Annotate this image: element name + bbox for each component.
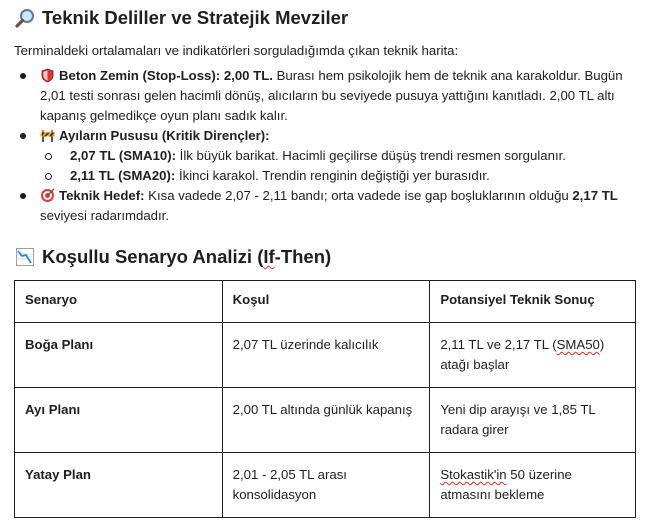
- chart-decreasing-icon: [14, 246, 36, 268]
- resistance-label: Ayıların Pususu (Kritik Dirençler):: [59, 128, 270, 143]
- support-text: Burası hem psikolojik hem de teknik ana karakoldur. Bugün 2,01 testi sonrası gelen hacimli dönüş, alıcıların bu seviyede pusuya yattığını kanıtladı. 2,00 TL altı kapanış gelmedikçe oyun planı sadık kalır.: [40, 68, 623, 123]
- evidence-list: [14, 66, 640, 226]
- intro-text: Terminaldeki ortalamaları ve indikatörleri sorguladığımda çıkan teknik harita:: [14, 43, 459, 58]
- scenario-cell: Boğa Planı: [15, 323, 223, 388]
- sma20-label: 2,11 TL (SMA20):: [70, 168, 176, 183]
- list-item-support: [14, 66, 640, 126]
- result-text: 2,11 TL ve 2,17 TL (: [440, 337, 557, 352]
- result-squig: Stokastik'in: [440, 467, 507, 482]
- target-text-end: seviyesi radarımdadır.: [40, 208, 169, 223]
- result-cell: [430, 388, 636, 453]
- barrier-icon: [40, 128, 55, 143]
- table-header-row: [15, 281, 636, 323]
- section-title: Teknik Deliller ve Stratejik Mevziler: [42, 7, 349, 28]
- section-heading-technical: [14, 6, 348, 30]
- sma20-text: İkinci karakol. Trendin renginin değiştiği yer burasıdır.: [175, 168, 490, 183]
- section-title-if: If: [263, 246, 275, 267]
- scenario-cell: Yatay Plan: [15, 453, 223, 518]
- sma10-text: İlk büyük barikat. Hacimli geçilirse düşüş trendi resmen sorgulanır.: [176, 148, 566, 163]
- target-value: 2,17 TL: [572, 188, 618, 203]
- table-row: [15, 323, 636, 388]
- result-text-b: ) atağı başlar: [440, 337, 605, 372]
- section-heading-scenarios: [14, 245, 331, 269]
- result-text: Yeni dip arayışı ve 1,85 TL radara girer: [440, 402, 596, 437]
- scenario-table: [14, 280, 636, 518]
- column-header: Senaryo: [15, 281, 223, 323]
- section-title-a: Koşullu Senaryo Analizi (: [42, 246, 264, 267]
- target-label: Teknik Hedef:: [59, 188, 145, 203]
- magnifier-icon: [14, 7, 36, 29]
- list-item-target: [14, 186, 640, 226]
- scenario-cell: Ayı Planı: [15, 388, 223, 453]
- target-text: Kısa vadede 2,07 - 2,11 bandı; orta vadede ise gap boşluklarının olduğu: [144, 188, 573, 203]
- target-icon: [40, 188, 55, 203]
- condition-cell: 2,07 TL üzerinde kalıcılık: [222, 323, 430, 388]
- table-row: [15, 388, 636, 453]
- support-label: Beton Zemin (Stop-Loss): 2,00 TL.: [59, 68, 273, 83]
- condition-cell: 2,00 TL altında günlük kapanış: [222, 388, 430, 453]
- sma10-label: 2,07 TL (SMA10):: [70, 148, 177, 163]
- sublist-item: [40, 166, 640, 186]
- column-header: Potansiyel Teknik Sonuç: [430, 281, 636, 323]
- section-title-b: -Then): [274, 246, 332, 267]
- list-item-resistance: [14, 126, 640, 186]
- result-cell: [430, 453, 636, 518]
- column-header: Koşul: [222, 281, 430, 323]
- result-cell: [430, 323, 636, 388]
- sublist-item: [40, 146, 640, 166]
- resistance-sublist: [40, 146, 640, 186]
- table-row: [15, 453, 636, 518]
- condition-cell: 2,01 - 2,05 TL arası konsolidasyon: [222, 453, 430, 518]
- shield-icon: [40, 68, 55, 83]
- result-text-b: 50 üzerine atmasını bekleme: [440, 467, 572, 502]
- result-squig: SMA50: [556, 337, 600, 352]
